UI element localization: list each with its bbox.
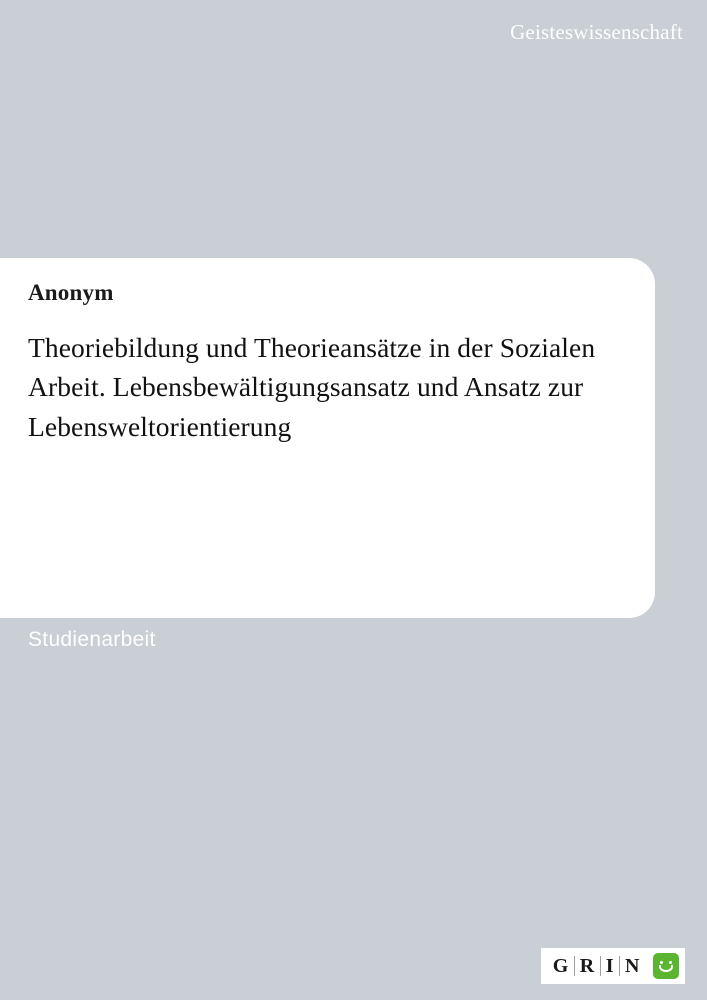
grin-logo-letters — [542, 949, 649, 983]
grin-logo — [541, 948, 685, 984]
title-card — [0, 258, 655, 618]
grin-logo-letter-n: N — [625, 955, 640, 977]
grin-logo-letter-r: R — [575, 956, 601, 976]
author-name: Anonym — [28, 280, 114, 305]
document-type-label: Studienarbeit — [28, 628, 156, 651]
grin-logo-letter-g: G — [548, 956, 575, 976]
smiley-eye-left-icon — [660, 961, 663, 964]
page-title: Theoriebildung und Theorieansätze in der Sozialen Arbeit. Lebensbewältigungsansatz und Ansatz zur Lebensweltorientierung — [28, 332, 596, 442]
smiley-face-icon — [653, 953, 679, 979]
category-label: Geisteswissenschaft — [510, 20, 683, 44]
grin-logo-letter-i: I — [601, 956, 620, 976]
smiley-mouth-icon — [659, 965, 673, 972]
smiley-eye-right-icon — [669, 961, 672, 964]
